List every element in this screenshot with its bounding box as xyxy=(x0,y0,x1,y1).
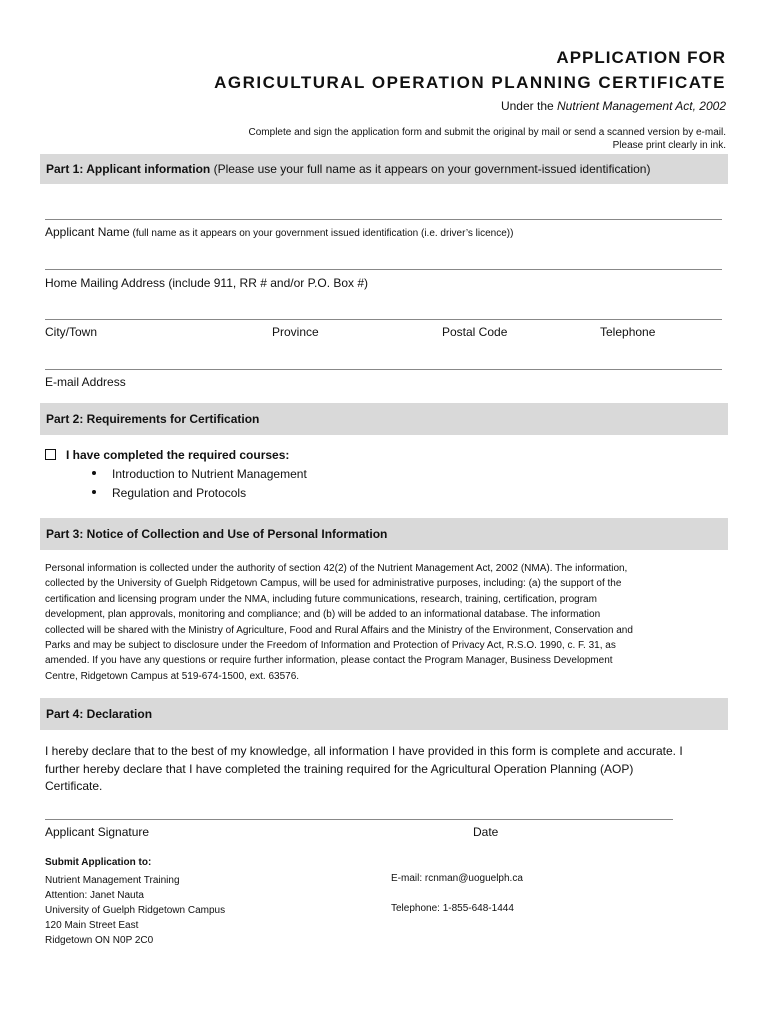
privacy-notice-line: Personal information is collected under the authority of section 42(2) of the Nutrient Management Act, 2002 (NMA). The information, xyxy=(45,563,628,574)
part3-heading-band xyxy=(40,518,728,550)
instruction-line2: Please print clearly in ink. xyxy=(612,140,726,151)
privacy-notice-line: Parks and may be subject to disclosure under the Freedom of Information and Protection of Privacy Act, R.S.O. 1990, c. F. 31, as xyxy=(45,640,616,652)
city-province-line[interactable] xyxy=(45,319,722,320)
contact-email: E-mail: rcnman@uoguelph.ca xyxy=(391,873,523,884)
bullet-icon xyxy=(92,471,96,475)
address-line: Ridgetown ON N0P 2C0 xyxy=(45,935,154,946)
submit-heading: Submit Application to: xyxy=(45,857,152,868)
instruction-line1: Complete and sign the application form and submit the original by mail or send a scanned version by e-mail. xyxy=(248,127,726,138)
courses-checkbox-label: I have completed the required courses: xyxy=(66,448,290,462)
courses-checkbox-row[interactable] xyxy=(45,448,289,462)
privacy-notice-line: certification and licensing program under the NMA, including future communications, research, training, certification, program xyxy=(45,593,597,605)
applicant-name-label-text: Applicant Name xyxy=(45,225,130,239)
applicant-name-label xyxy=(45,225,513,239)
date-label: Date xyxy=(473,825,499,839)
part1-heading-note: (Please use your full name as it appears on your government-issued identification) xyxy=(210,162,651,176)
privacy-notice xyxy=(45,561,725,684)
part3-heading: Part 3: Notice of Collection and Use of Personal Information xyxy=(46,527,388,541)
form-instructions xyxy=(249,126,726,152)
privacy-notice-line: Centre, Ridgetown Campus at 519-674-1500, ext. 63576. xyxy=(45,670,300,682)
signature-label: Applicant Signature xyxy=(45,825,150,839)
province-label: Province xyxy=(272,325,319,339)
postal-code-label: Postal Code xyxy=(442,325,508,339)
course-item-1 xyxy=(92,467,307,481)
email-line[interactable] xyxy=(45,369,722,370)
contact-telephone: Telephone: 1-855-648-1444 xyxy=(391,903,514,914)
mailing-address-block xyxy=(45,873,225,948)
mailing-address-label: Home Mailing Address (include 911, RR # and/or P.O. Box #) xyxy=(45,276,369,290)
privacy-notice-line: development, plan approvals, monitoring and compliance; and (b) will be added to an informational database. The information xyxy=(45,609,601,621)
courses-checkbox[interactable] xyxy=(45,449,56,460)
declaration-line: Certificate. xyxy=(45,779,103,793)
city-label: City/Town xyxy=(45,325,98,339)
part4-heading: Part 4: Declaration xyxy=(46,707,153,721)
address-line: Nutrient Management Training xyxy=(45,875,180,886)
form-subtitle xyxy=(501,99,726,113)
address-line: 120 Main Street East xyxy=(45,920,139,931)
course-item-2 xyxy=(92,486,246,500)
applicant-name-note: (full name as it appears on your government issued identification (i.e. driver’s licence)) xyxy=(129,228,514,239)
part2-heading: Part 2: Requirements for Certification xyxy=(46,412,260,426)
privacy-notice-line: collected will be shared with the Ministry of Agriculture, Food and Rural Affairs and the Ministry of the Environment, Conservation and xyxy=(45,624,633,636)
form-title-line2: AGRICULTURAL OPERATION PLANNING CERTIFICATE xyxy=(214,73,726,92)
declaration-text xyxy=(45,743,727,796)
address-line: Attention: Janet Nauta xyxy=(45,890,144,901)
telephone-label: Telephone xyxy=(600,325,656,339)
declaration-line: I hereby declare that to the best of my knowledge, all information I have provided in this form is complete and accurate. I xyxy=(45,744,683,758)
mailing-address-line[interactable] xyxy=(45,269,722,270)
course-item-2-label: Regulation and Protocols xyxy=(112,486,247,500)
subtitle-act: Nutrient Management Act, 2002 xyxy=(557,99,726,113)
privacy-notice-line: amended. If you have any questions or require further information, please contact the Program Manager, Business Development xyxy=(45,655,613,667)
bullet-icon xyxy=(92,490,96,494)
part1-heading-band xyxy=(40,154,728,184)
subtitle-prefix: Under the xyxy=(500,99,558,113)
part4-heading-band xyxy=(40,698,728,730)
address-line: University of Guelph Ridgetown Campus xyxy=(45,905,226,916)
part2-heading-band xyxy=(40,403,728,435)
signature-date-line[interactable] xyxy=(45,819,673,820)
email-label: E-mail Address xyxy=(45,375,126,389)
applicant-name-line[interactable] xyxy=(45,219,722,220)
part1-heading xyxy=(46,162,650,176)
form-title-line1: APPLICATION FOR xyxy=(556,48,726,67)
course-item-1-label: Introduction to Nutrient Management xyxy=(112,467,307,481)
declaration-line: further hereby declare that I have completed the training required for the Agricultural Operation Planning (AOP) xyxy=(45,761,634,776)
part1-heading-bold: Part 1: Applicant information xyxy=(46,162,211,176)
privacy-notice-line: collected by the University of Guelph Ridgetown Campus, will be used for administrative purposes, including: (a) the support of the xyxy=(45,578,622,590)
